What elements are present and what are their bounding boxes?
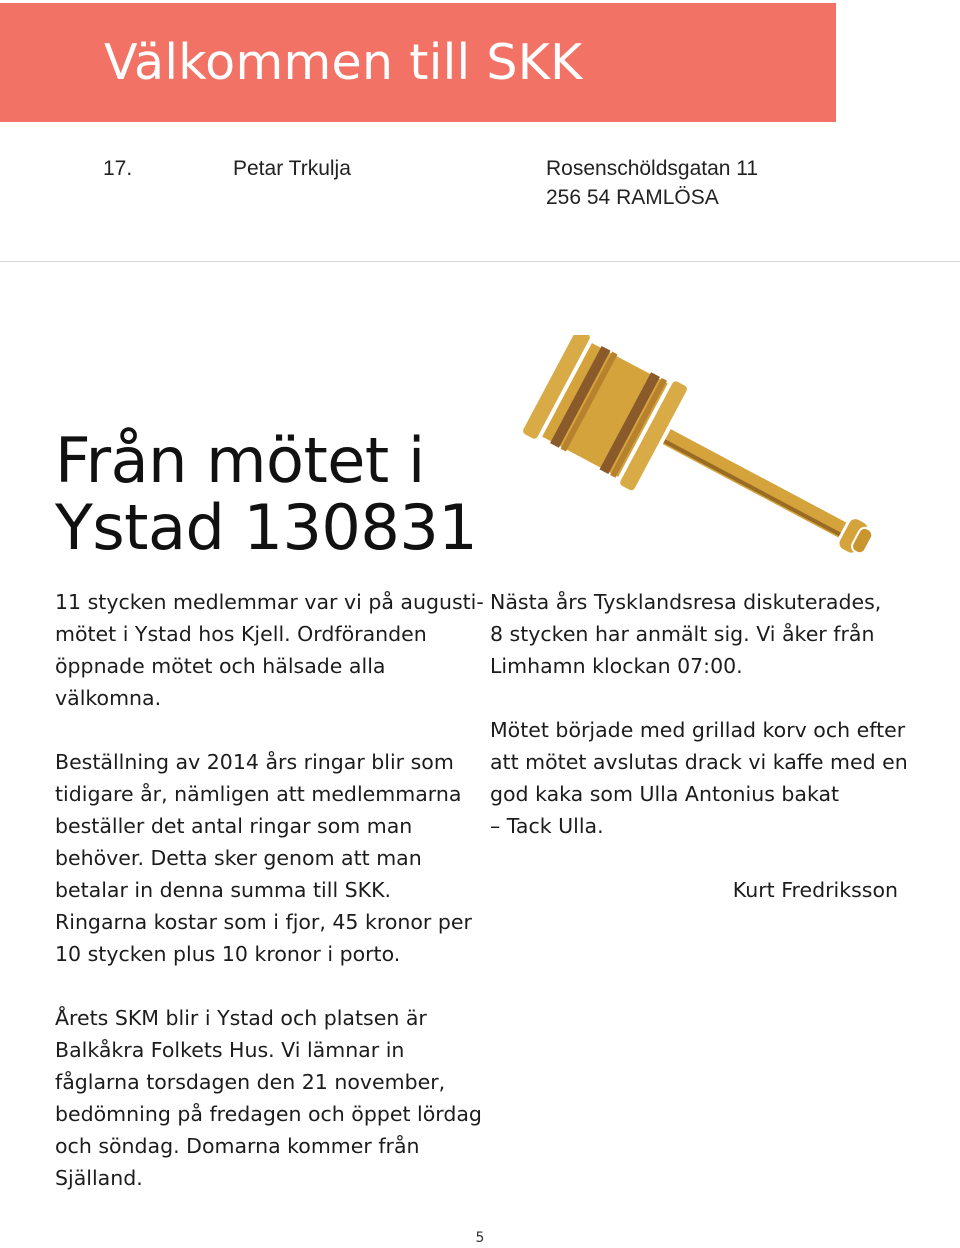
page-number: 5 <box>475 1230 485 1246</box>
text-line: och söndag. Domarna kommer från <box>55 1134 420 1158</box>
text-line: Ringarna kostar som i fjor, 45 kronor per <box>55 910 472 934</box>
section-divider <box>0 261 960 262</box>
paragraph <box>490 714 920 842</box>
text-line: 10 stycken plus 10 kronor i porto. <box>55 942 401 966</box>
member-name: Petar Trkulja <box>233 157 351 180</box>
text-line: Mötet började med grillad korv och efter <box>490 718 906 742</box>
header-banner <box>0 3 836 122</box>
text-line: välkomna. <box>55 686 162 710</box>
text-line: Limhamn klockan 07:00. <box>490 654 743 678</box>
right-column <box>490 586 920 906</box>
text-line: att mötet avslutas drack vi kaffe med en <box>490 750 908 774</box>
text-line: – Tack Ulla. <box>490 814 604 838</box>
bottom-paragraph <box>55 1002 495 1194</box>
text-line: öppnade mötet och hälsade alla <box>55 654 386 678</box>
text-line: beställer det antal ringar som man <box>55 814 413 838</box>
text-line: 11 stycken medlemmar var vi på augusti- <box>55 590 484 614</box>
address-postal: 256 54 RAMLÖSA <box>546 186 719 209</box>
text-line: Själland. <box>55 1166 143 1190</box>
left-column <box>55 586 484 1002</box>
page-title: Välkommen till SKK <box>104 34 583 91</box>
text-line: Årets SKM blir i Ystad och platsen är <box>55 1006 427 1030</box>
member-number: 17. <box>103 157 133 180</box>
gavel-icon <box>510 335 900 580</box>
text-line: Nästa års Tysklandsresa diskuterades, <box>490 590 882 614</box>
text-line: Balkåkra Folkets Hus. Vi lämnar in <box>55 1038 405 1062</box>
headline-line: Från mötet i <box>55 424 425 497</box>
author-signature: Kurt Fredriksson <box>732 878 898 902</box>
text-line: 8 stycken har anmält sig. Vi åker från <box>490 622 875 646</box>
text-line: bedömning på fredagen och öppet lördag <box>55 1102 482 1126</box>
text-line: betalar in denna summa till SKK. <box>55 878 392 902</box>
paragraph <box>55 746 475 970</box>
text-line: Beställning av 2014 års ringar blir som <box>55 750 454 774</box>
text-line: behöver. Detta sker genom att man <box>55 846 422 870</box>
address-street: Rosenschöldsgatan 11 <box>546 157 759 180</box>
headline-line: Ystad 130831 <box>55 491 478 564</box>
article-headline <box>55 424 478 564</box>
paragraph <box>490 586 920 682</box>
member-address <box>546 154 758 212</box>
text-line: mötet i Ystad hos Kjell. Ordföranden <box>55 622 427 646</box>
text-line: fåglarna torsdagen den 21 november, <box>55 1070 446 1094</box>
text-line: god kaka som Ulla Antonius bakat <box>490 782 840 806</box>
paragraph <box>55 586 484 714</box>
text-line: tidigare år, nämligen att medlemmarna <box>55 782 462 806</box>
